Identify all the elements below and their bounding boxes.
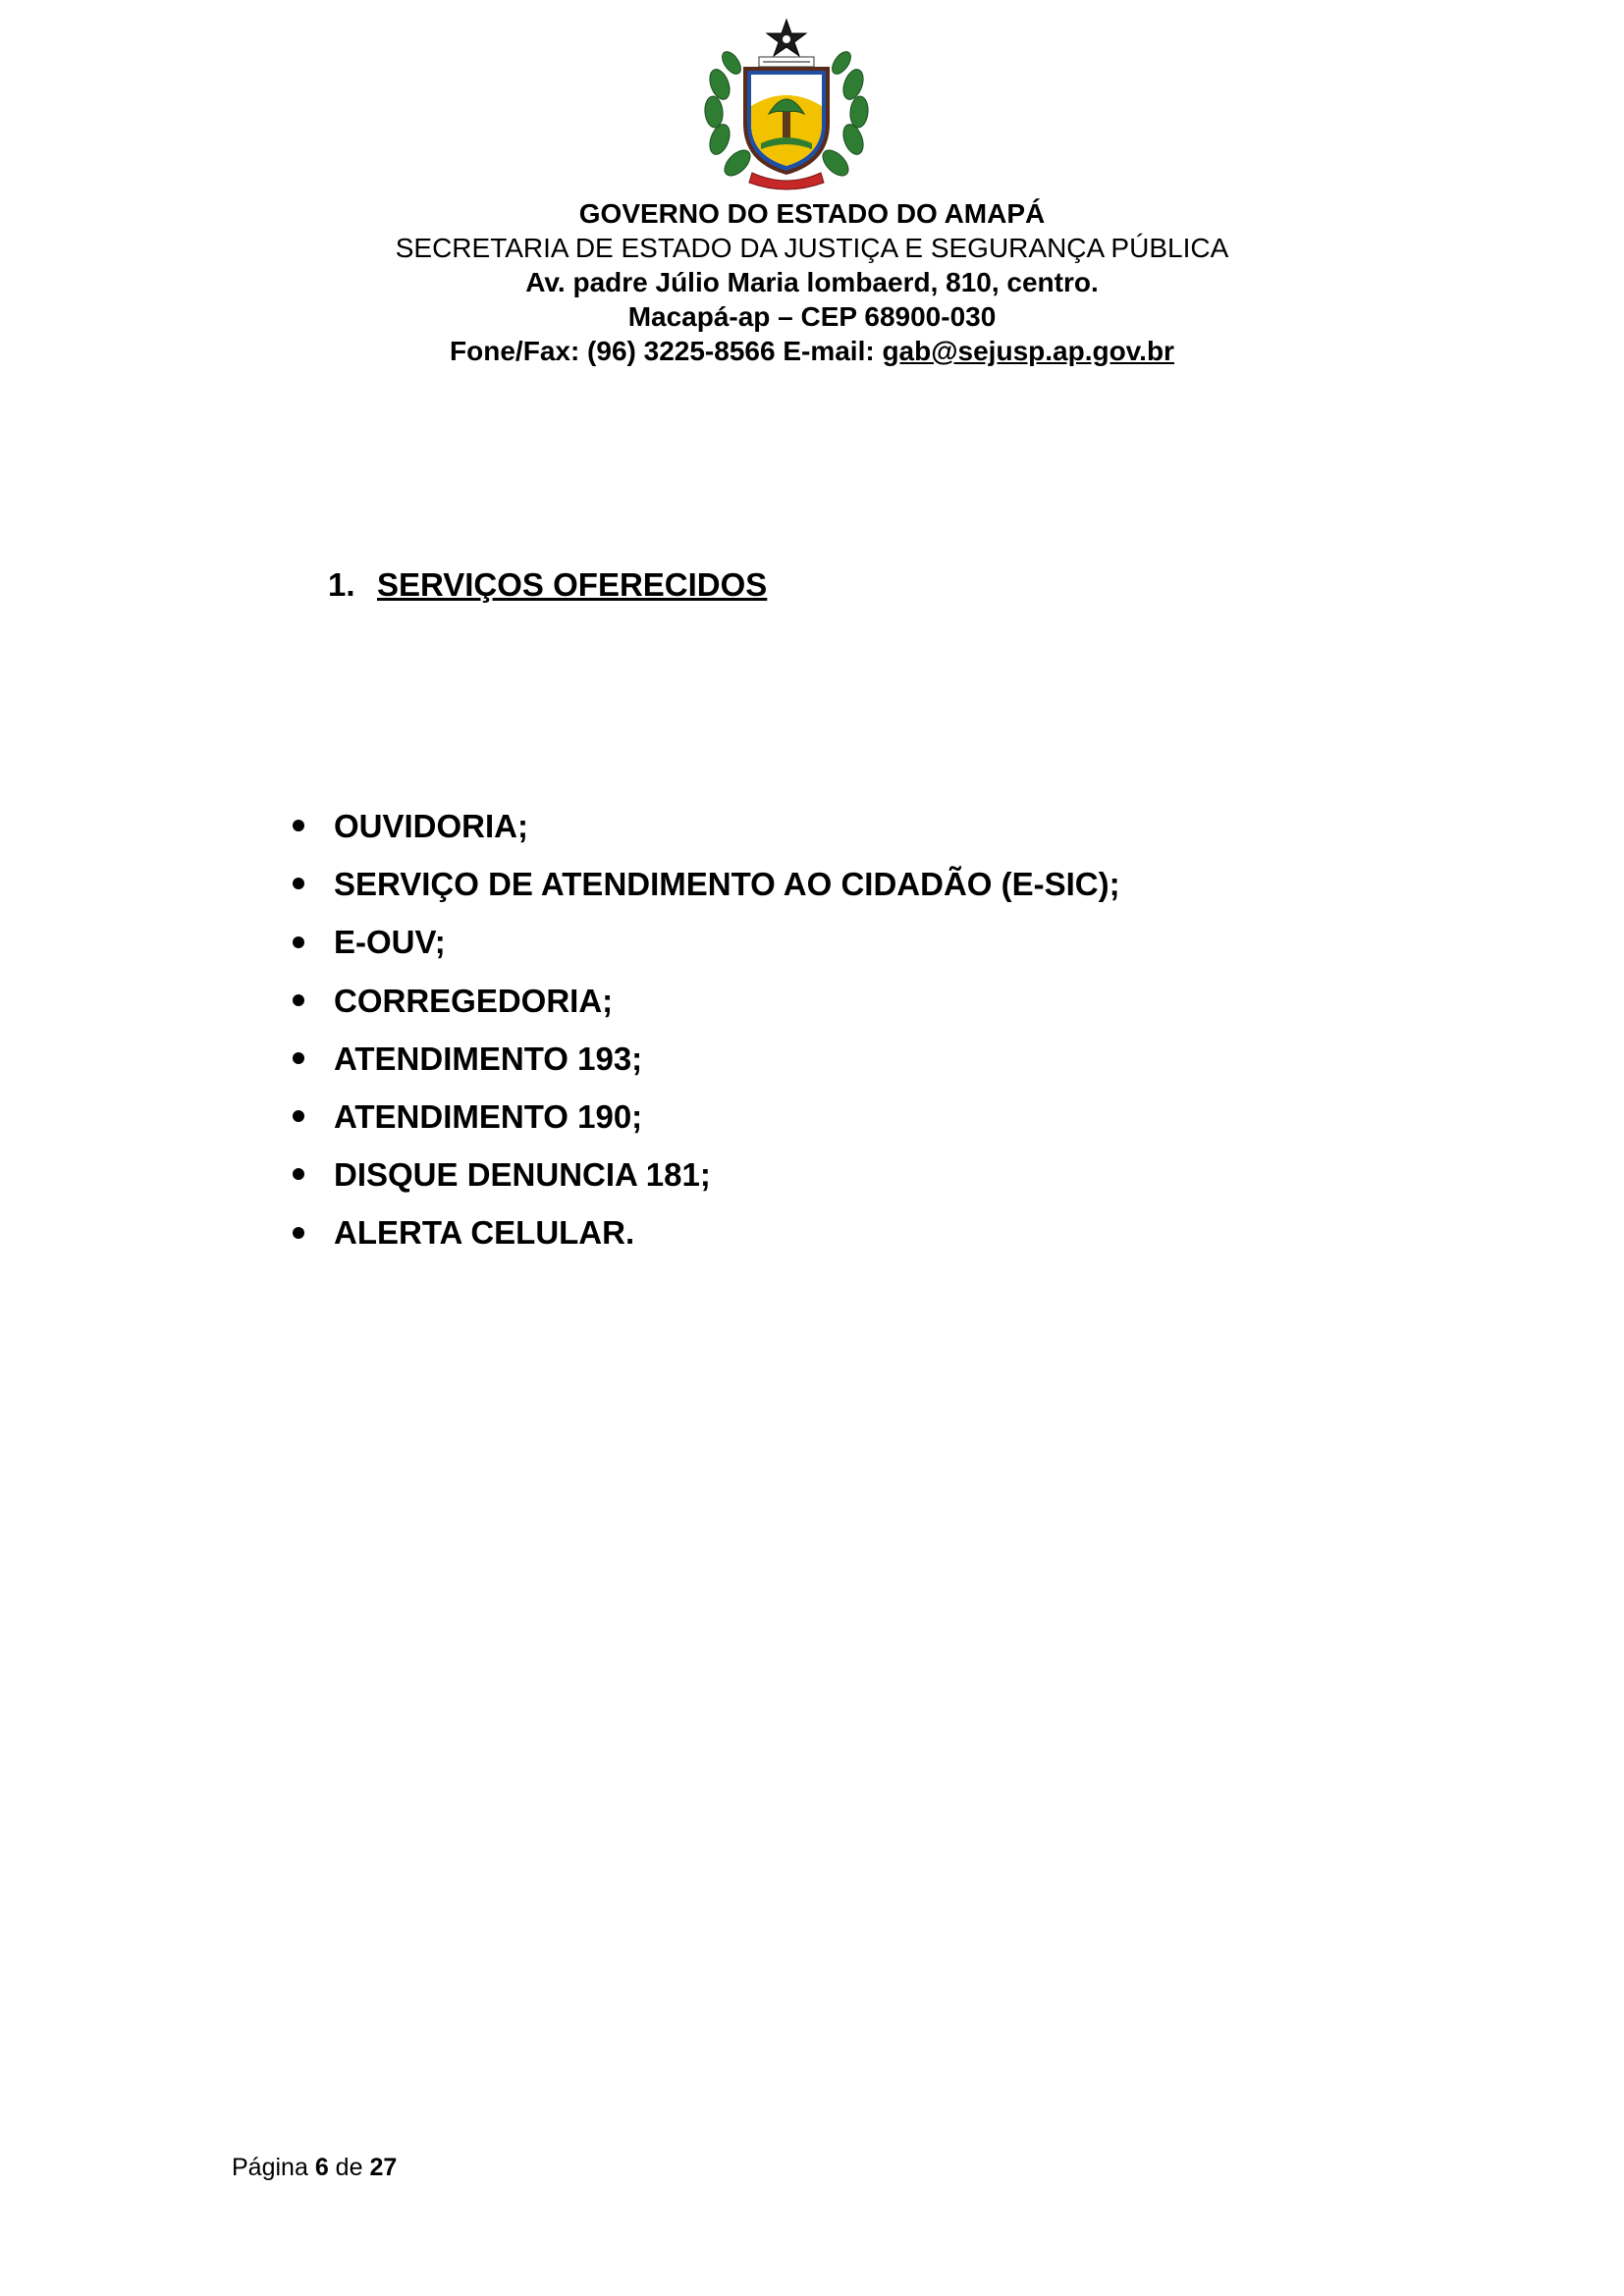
service-label: CORREGEDORIA;: [334, 982, 614, 1019]
section-number: 1.: [328, 566, 355, 603]
bullet-icon: [293, 1110, 304, 1122]
list-item: [283, 972, 1120, 1030]
service-label: ATENDIMENTO 190;: [334, 1097, 643, 1135]
list-item: [283, 1203, 1120, 1261]
contact-phone: Fone/Fax: (96) 3225-8566 E-mail:: [450, 336, 883, 366]
bullet-icon: [293, 994, 304, 1006]
service-label: SERVIÇO DE ATENDIMENTO AO CIDADÃO (E-SIC);: [334, 866, 1120, 903]
list-item: [283, 855, 1120, 913]
address-street: Av. padre Júlio Maria lombaerd, 810, centro.: [525, 267, 1099, 297]
letterhead: [0, 196, 1624, 368]
service-label: ATENDIMENTO 193;: [334, 1040, 643, 1077]
total-pages: 27: [369, 2154, 398, 2181]
bullet-icon: [293, 878, 304, 889]
bullet-icon: [293, 1168, 304, 1180]
service-label: ALERTA CELULAR.: [334, 1214, 635, 1252]
list-item: [283, 1030, 1120, 1088]
bullet-icon: [293, 820, 304, 831]
list-item: [283, 913, 1120, 971]
section-title: SERVIÇOS OFERECIDOS: [377, 566, 768, 603]
services-list: [283, 797, 1120, 1262]
contact-line: [0, 334, 1624, 368]
coat-of-arms-icon: [698, 16, 875, 194]
service-label: DISQUE DENUNCIA 181;: [334, 1156, 711, 1194]
email-link[interactable]: gab@sejusp.ap.gov.br: [882, 336, 1174, 366]
secretariat-name: SECRETARIA DE ESTADO DA JUSTIÇA E SEGURANÇA PÚBLICA: [395, 233, 1229, 263]
page-label: Página: [232, 2154, 308, 2181]
section-heading: [328, 566, 767, 604]
page-number: 6: [314, 2154, 329, 2181]
government-name: GOVERNO DO ESTADO DO AMAPÁ: [578, 198, 1046, 229]
page-footer: [232, 2154, 397, 2182]
of-label: de: [335, 2154, 363, 2181]
bullet-icon: [293, 1227, 304, 1239]
bullet-icon: [293, 936, 304, 948]
list-item: [283, 1088, 1120, 1146]
service-label: OUVIDORIA;: [334, 808, 528, 844]
address-city: Macapá-ap – CEP 68900-030: [627, 301, 997, 332]
list-item: [283, 797, 1120, 855]
list-item: [283, 1146, 1120, 1203]
service-label: E-OUV;: [334, 924, 446, 961]
bullet-icon: [293, 1052, 304, 1064]
